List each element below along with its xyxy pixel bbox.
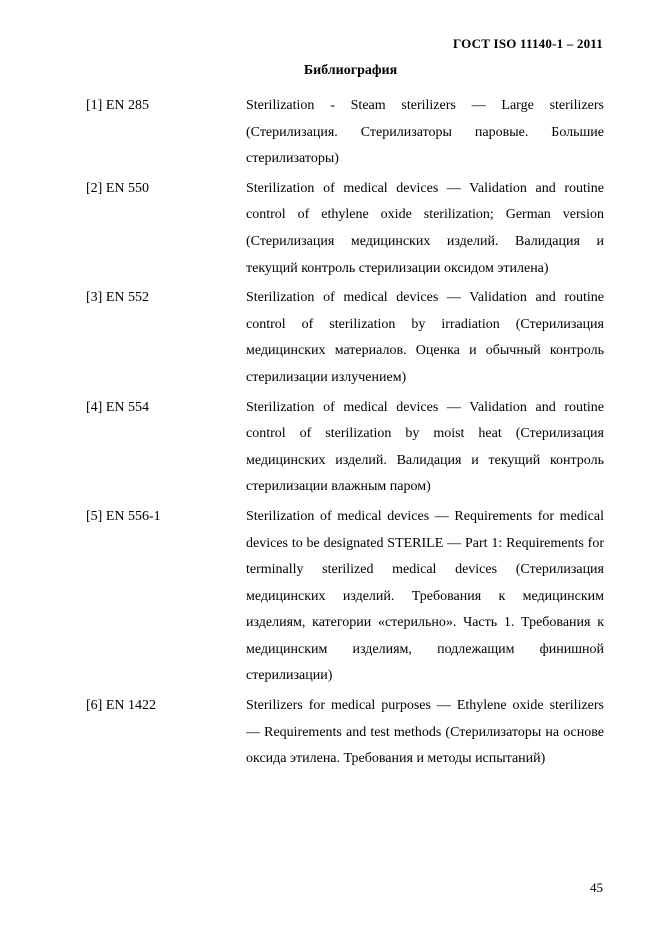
bibliography-text: Sterilization of medical devices — Validation and routine control of sterilization by moist heat (Стерилизация медицинских изделий. Валидация и текущий контроль стерилизации влажным паром) <box>246 399 604 495</box>
bibliography-list <box>86 93 604 776</box>
bibliography-ref: [2] EN 550 <box>86 180 149 196</box>
bibliography-ref: [3] EN 552 <box>86 290 149 306</box>
bibliography-entry <box>86 93 604 173</box>
bibliography-entry <box>86 176 604 282</box>
bibliography-ref: [4] EN 554 <box>86 399 149 415</box>
page-title: Библиография <box>303 63 398 78</box>
bibliography-text: Sterilization of medical devices — Validation and routine control of sterilization by irradiation (Стерилизация медицинских материалов. Оценка и обычный контроль стерилизации излучением) <box>246 290 604 385</box>
bibliography-text: Sterilization of medical devices — Requirements for medical devices to be designated STERILE — Part 1: Requirements for terminally sterilized medical devices (Стерилизация медицинских изделий. Требования к медицинским изделиям, категории «стерильно». Часть 1. Требования к медицинским изделиям, подлежащим финишной стерилизации) <box>246 508 604 684</box>
bibliography-text: Sterilization - Steam sterilizers — Large sterilizers (Стерилизация. Стерилизаторы паровые. Большие стерилизаторы) <box>246 98 604 167</box>
bibliography-ref: [6] EN 1422 <box>86 698 156 714</box>
page-number: 45 <box>590 880 603 895</box>
bibliography-ref: [1] EN 285 <box>86 98 149 113</box>
document-header: ГОСТ ISO 11140-1 – 2011 <box>453 36 603 51</box>
bibliography-text: Sterilization of medical devices — Validation and routine control of ethylene oxide sterilization; German version (Стерилизация медицинских изделий. Валидация и текущий контроль стерилизации оксидом этилена) <box>246 180 604 276</box>
bibliography-ref: [5] EN 556-1 <box>86 508 161 524</box>
bibliography-entry <box>86 693 604 773</box>
bibliography-entry <box>86 504 604 690</box>
bibliography-entry <box>86 285 604 391</box>
bibliography-text: Sterilizers for medical purposes — Ethylene oxide sterilizers — Requirements and test methods (Стерилизаторы на основе оксида этилена. Требования и методы испытаний) <box>246 698 604 767</box>
bibliography-entry <box>86 395 604 501</box>
